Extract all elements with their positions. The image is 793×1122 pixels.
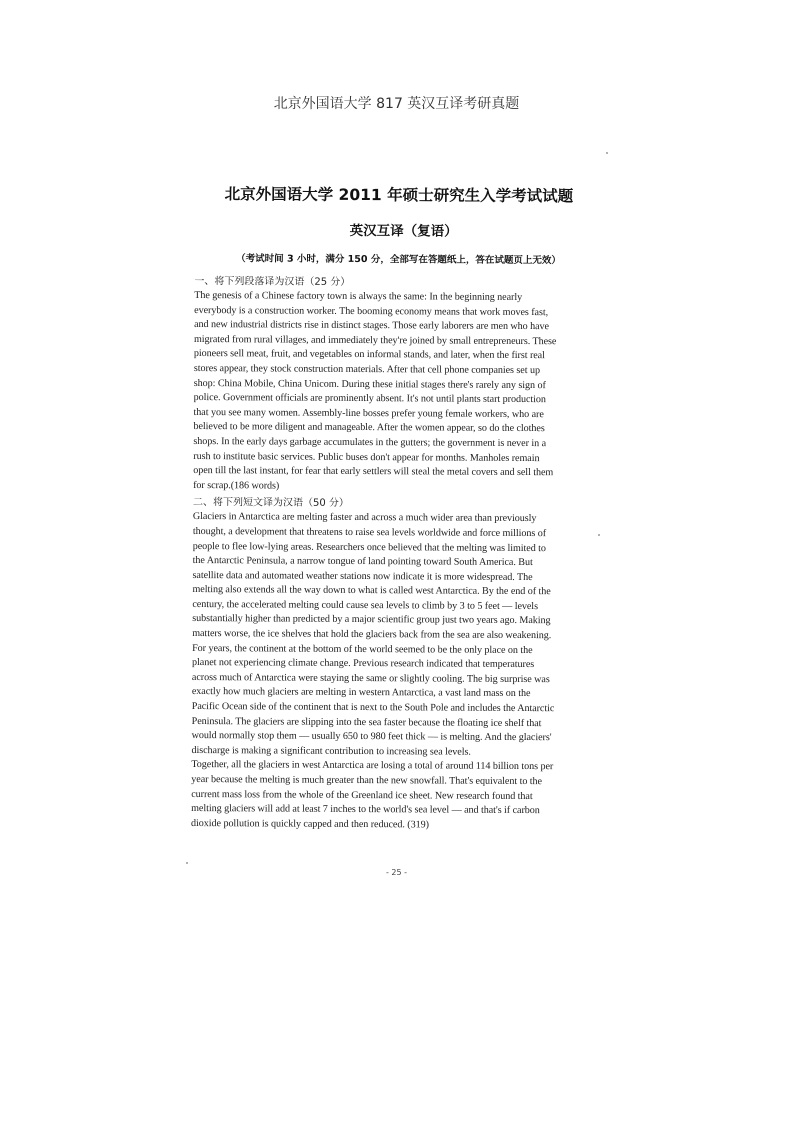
passage-line: that you see many women. Assembly-line bosses prefer young female workers, who are	[193, 406, 544, 420]
passage-line: century, the accelerated melting could cause sea levels to climb by 3 to 5 feet — levels	[192, 598, 539, 612]
passage-line: pioneers sell meat, fruit, and vegetables on informal stands, and later, when the first real	[193, 348, 545, 362]
passage-line: shops. In the early days garbage accumulates in the gutters; the government is never in a	[193, 435, 547, 450]
passage-line: believed to be more diligent and manageable. After the women appear, so do the clothes	[193, 421, 545, 435]
section-2-heading: 二、将下列短文译为汉语（50 分）	[192, 497, 349, 510]
scan-speck	[186, 862, 188, 864]
passage-line: everybody is a construction worker. The booming economy means that work moves fast,	[194, 304, 549, 318]
passage-line: current mass loss from the whole of the Greenland ice sheet. New research found that	[191, 788, 533, 802]
exam-subtitle: 英汉互译（复语）	[349, 222, 458, 240]
passage-line: people to flee low-lying areas. Researchers once believed that the melting was limited to	[192, 540, 546, 554]
passage-line: discharge is making a significant contribution to increasing sea levels.	[191, 744, 471, 758]
exam-instructions: （考试时间 3 小时，满分 150 分，全部写在答题纸上，答在试题页上无效）	[236, 253, 561, 267]
scanned-exam-page	[191, 178, 613, 881]
passage-line: For years, the continent at the bottom of the world seemed to be the only place on the	[192, 642, 533, 656]
passage-line: open till the last instant, for fear that early settlers will steal the metal covers and sell them	[193, 465, 554, 479]
passage-line: migrated from rural villages, and immediately they're joined by small entrepreneurs. These	[193, 333, 557, 347]
passage-line: the Antarctic Peninsula, a narrow tongue of land pointing toward South America. But	[192, 555, 533, 569]
section-1-passage	[193, 289, 612, 496]
passage-line: substantially higher than predicted by a major scientific group just two years ago. Making	[192, 613, 551, 627]
passage-line: dioxide pollution is quickly capped and then reduced. (319)	[191, 817, 429, 831]
running-header: 北京外国语大学 817 英汉互译考研真题	[273, 96, 520, 112]
passage-line: satellite data and automated weather stations now indicate it is more widespread. The	[192, 569, 533, 583]
passage-line: would normally stop them — usually 650 to 980 feet thick — is melting. And the glaciers'	[191, 730, 552, 744]
passage-line: melting also extends all the way down to what is called west Antarctica. By the end of the	[192, 584, 551, 598]
passage-line: Peninsula. The glaciers are slipping into the sea faster because the floating ice shelf that	[191, 715, 542, 729]
passage-line: shop: China Mobile, China Unicom. During these initial stages there's rarely any sign of	[193, 377, 546, 391]
passage-line: melting glaciers will add at least 7 inches to the world's sea level — and that's if carbon	[191, 803, 540, 817]
passage-line: planet not experiencing climate change. Previous research indicated that temperatures	[192, 657, 535, 671]
section-2-passage	[191, 510, 611, 834]
passage-line: year because the melting is much greater than the new snowfall. That's equivalent to the	[191, 773, 543, 788]
passage-line: Pacific Ocean side of the continent that is next to the South Pole and includes the Antarctic	[191, 701, 555, 715]
passage-line: for scrap.(186 words)	[193, 479, 280, 492]
passage-line: The genesis of a Chinese factory town is always the same: In the beginning nearly	[194, 289, 523, 304]
section-1-heading: 一、将下列段落译为汉语（25 分）	[194, 275, 351, 288]
passage-line: matters worse, the ice shelves that hold the glaciers back from the sea are also weakening.	[192, 628, 552, 642]
passage-line: rush to institute basic services. Public buses don't appear for months. Manholes remain	[193, 450, 540, 464]
passage-line: exactly how much glaciers are melting in western Antarctica, a vast land mass on the	[191, 686, 531, 700]
passage-line: thought, a development that threatens to raise sea levels worldwide and force millions of	[192, 525, 547, 540]
scan-speck	[598, 534, 600, 536]
passage-line: Glaciers in Antarctica are melting faster and across a much wider area than previously	[192, 511, 537, 525]
scan-speck	[606, 152, 608, 154]
passage-line: and new industrial districts rise in distinct stages. Those early laborers are men who have	[194, 319, 550, 333]
passage-line: stores appear, they stock construction materials. After that cell phone companies set up	[193, 362, 541, 377]
exam-title: 北京外国语大学 2011 年硕士研究生入学考试试题	[224, 185, 574, 206]
page-number: - 25 -	[385, 868, 408, 877]
passage-line: across much of Antarctica were staying the same or slightly cooling. The big surprise was	[191, 671, 550, 686]
passage-line: police. Government officials are prominently absent. It's not until plants start production	[193, 392, 546, 406]
passage-line: Together, all the glaciers in west Antarctica are losing a total of around 114 billion tons per	[191, 759, 554, 773]
